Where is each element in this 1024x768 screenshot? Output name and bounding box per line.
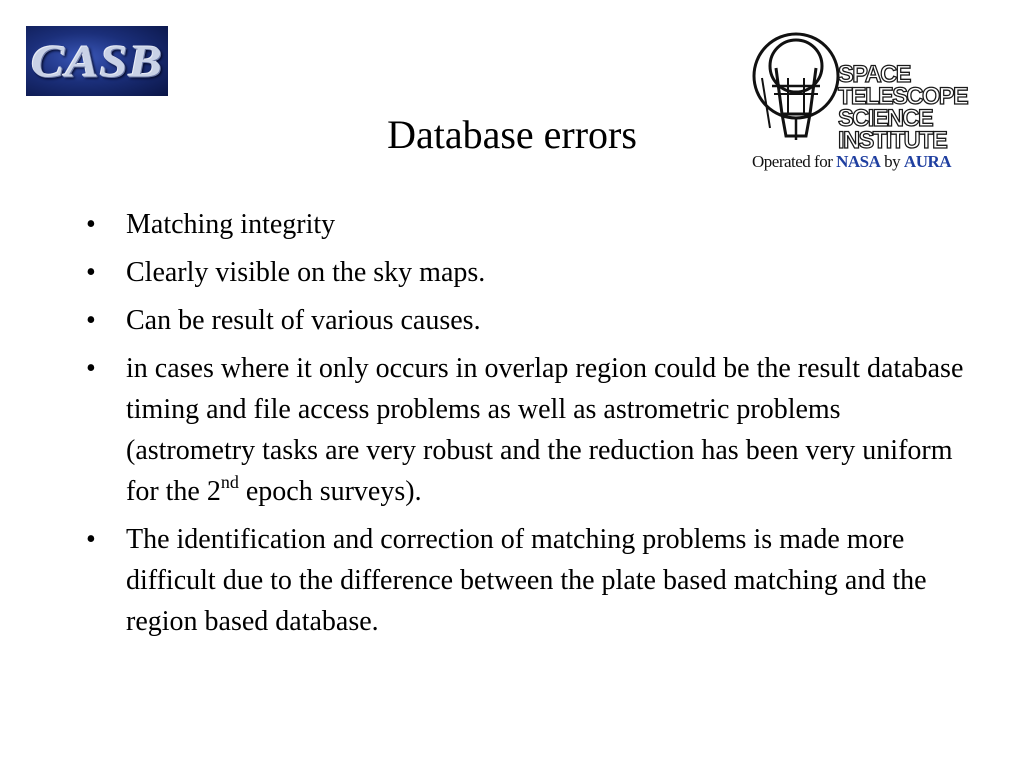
bullet-text-before: in cases where it only occurs in overlap region could be the result database timing and file access problems as well as astrometric problems (astrometry tasks are very robust and the reduction has been very uniform for the 2 — [126, 353, 964, 507]
bullet-item — [86, 252, 966, 293]
operated-aura: AURA — [903, 152, 952, 171]
bullet-mark: • — [86, 209, 96, 240]
bullet-text: Matching integrity — [126, 209, 336, 240]
bullet-item — [86, 519, 966, 642]
bullet-text: The identification and correction of matching problems is made more difficult due to the difference between the plate based matching and the region based database. — [126, 524, 927, 637]
bullet-mark: • — [86, 524, 96, 555]
bullet-list — [86, 204, 966, 649]
stsci-wordmark — [838, 61, 987, 154]
operated-prefix: Operated for — [752, 152, 833, 171]
stsci-line-space: SPACE — [838, 61, 910, 88]
operated-by: by — [884, 152, 901, 171]
bullet-mark: • — [86, 305, 96, 336]
bullet-item — [86, 348, 966, 512]
stsci-line-science: SCIENCE — [838, 105, 933, 132]
bullet-text: Can be result of various causes. — [126, 305, 481, 336]
bullet-superscript: nd — [220, 471, 239, 492]
stsci-line-telescope: TELESCOPE — [838, 83, 968, 110]
casb-logo-text: CASB — [31, 35, 163, 87]
casb-logo — [26, 26, 168, 96]
bullet-mark: • — [86, 257, 96, 288]
bullet-item — [86, 204, 966, 245]
stsci-line-institute: INSTITUTE — [838, 127, 947, 154]
operated-nasa: NASA — [836, 152, 881, 171]
stsci-operated-line — [752, 152, 992, 172]
bullet-text-after: epoch surveys). — [238, 476, 422, 507]
bullet-mark: • — [86, 353, 96, 384]
bullet-text: Clearly visible on the sky maps. — [126, 257, 486, 288]
bullet-item — [86, 300, 966, 341]
stsci-logo — [752, 28, 992, 176]
slide-title: Database errors — [387, 112, 637, 157]
telescope-emblem-icon — [752, 28, 852, 153]
